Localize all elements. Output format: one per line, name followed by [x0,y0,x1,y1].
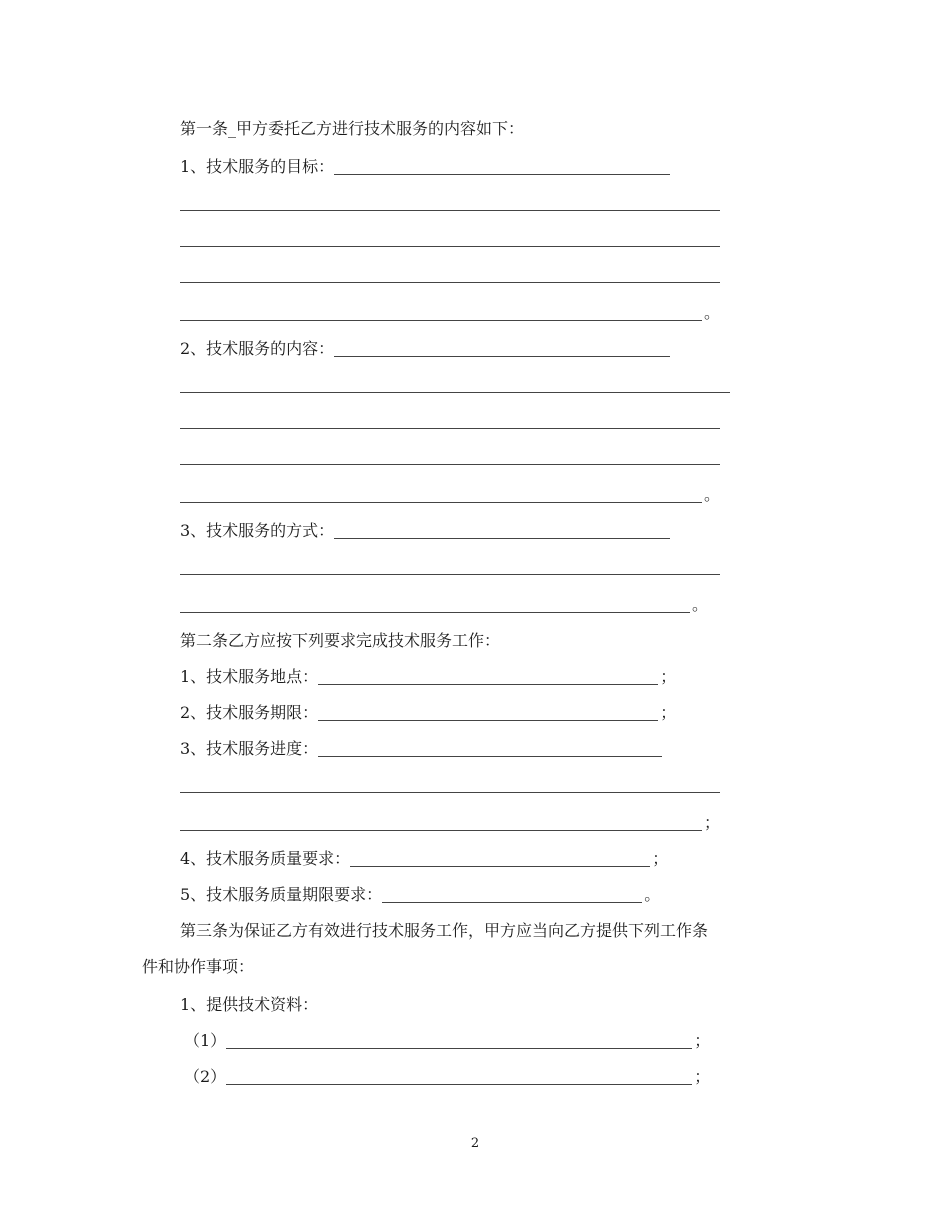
fill-blank-location[interactable] [318,668,658,685]
article1-heading-text: 第一条_甲方委托乙方进行技术服务的内容如下： [180,119,525,138]
period-mark: 。 [644,885,661,904]
fill-blank-quality-period[interactable] [382,886,642,903]
period-mark: 。 [704,485,721,504]
fill-line[interactable] [180,374,730,396]
item-label: 1、技术服务地点： [180,667,319,686]
semicolon-mark: ； [704,813,721,832]
fill-line[interactable] [180,446,720,468]
article3-heading-text: 第三条为保证乙方有效进行技术服务工作，甲方应当向乙方提供下列工作条 [180,921,709,940]
semicolon-mark: ； [694,1031,711,1050]
article2-item1 [180,666,676,688]
semicolon-mark: ； [660,667,677,686]
fill-blank-target[interactable] [334,158,670,175]
article2-item2 [180,702,676,724]
item-label: 1、提供技术资料： [180,995,319,1014]
article1-heading [180,118,524,140]
fill-line[interactable] [180,556,720,578]
sub-label: （2） [184,1067,227,1086]
sub-label: （1） [184,1031,227,1050]
fill-line-end[interactable] [180,484,720,506]
item-label: 2、技术服务的内容： [180,339,335,358]
semicolon-mark: ； [660,703,677,722]
article2-heading-text: 第二条乙方应按下列要求完成技术服务工作： [180,631,501,650]
item-label: 5、技术服务质量期限要求： [180,885,383,904]
fill-line[interactable] [180,774,720,796]
fill-line-end[interactable] [180,812,720,834]
fill-blank-material-2[interactable] [226,1068,692,1085]
fill-line[interactable] [180,228,720,250]
period-mark: 。 [692,595,709,614]
semicolon-mark: ； [652,849,669,868]
article2-item4 [180,848,668,870]
item-label: 3、技术服务进度： [180,739,319,758]
article3-sub1 [184,1030,710,1052]
fill-line[interactable] [180,410,720,432]
article1-item1 [180,156,670,178]
fill-line[interactable] [180,192,720,214]
article1-item2 [180,338,670,360]
article2-heading [180,630,500,652]
page-number: 2 [470,1136,480,1151]
fill-blank-content[interactable] [334,340,670,357]
article3-heading-text-cont: 件和协作事项： [142,957,255,976]
item-label: 4、技术服务质量要求： [180,849,351,868]
item-label: 2、技术服务期限： [180,703,319,722]
article3-heading-line2 [142,956,254,978]
fill-line[interactable] [180,264,720,286]
article2-item5 [180,884,660,906]
fill-line-end[interactable] [180,594,708,616]
article1-item3 [180,520,670,542]
fill-blank-progress[interactable] [318,740,662,757]
fill-blank-material-1[interactable] [226,1032,692,1049]
article3-sub2 [184,1066,710,1088]
fill-blank-period[interactable] [318,704,658,721]
period-mark: 。 [704,303,721,322]
item-label: 3、技术服务的方式： [180,521,335,540]
article3-heading-line1 [180,920,708,942]
article2-item3 [180,738,662,760]
fill-line-end[interactable] [180,302,720,324]
semicolon-mark: ； [694,1067,711,1086]
fill-blank-method[interactable] [334,522,670,539]
item-label: 1、技术服务的目标： [180,157,335,176]
fill-blank-quality[interactable] [350,850,650,867]
article3-item1 [180,994,318,1016]
